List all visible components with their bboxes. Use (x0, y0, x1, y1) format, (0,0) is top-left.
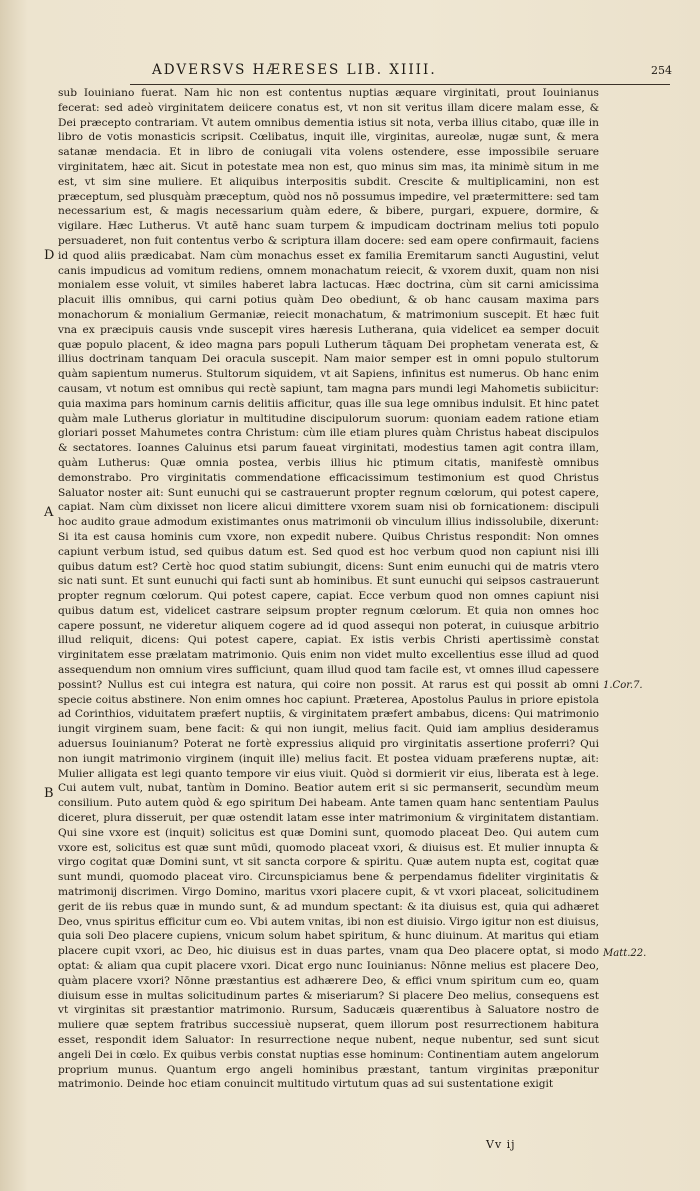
paragraph: sub Iouiniano fuerat. Nam hic non est contentus nuptias æquare virginitati, prout Iouinianus fecerat: sed adeò virginitatem deiicere conatus est, vt non sit veritus illam dicere malam esse, & Dei præcepto contrariam. Vt autem omnibus dementia istius sit nota, verba illius citabo, quæ ille in libro de votis monasticis scripsit. Cœlibatus, inquit ille, virginitas, aureolæ, nugæ sunt, & mera satanæ mendacia. Et in libro de coniugali vita volens ostendere, esse impossibile seruare virginitatem, hæc ait. Sicut in potestate mea non est, quo minus sim mas, ita minimè situm in me est, vt sim sine muliere. Et aliquibus interpositis subdit. Crescite & multiplicamini, non est præceptum, sed plusquàm præceptum, quòd nos nō possumus impedire, vel prætermittere: sed tam necessarium est, & magis necessarium quàm edere, & bibere, purgari, expuere, dormire, & vigilare. Hæc Lutherus. Vt autē hanc suam turpem & impudicam doctrinam melius toti populo persuaderet, non fuit contentus verbo & scriptura illam docere: sed eam opere confirmauit, faciens id quod aliis prædicabat. Nam cùm monachus esset ex familia Eremitarum sancti Augustini, velut canis impudicus ad vomitum rediens, omnem monachatum reiecit, & vxorem duxit, quam non nisi monialem esse voluit, vt similes haberet labra lactucas. Hæc doctrina, cùm sit carni amicissima placuit illis omnibus, qui carni potius quàm Deo obediunt, & ob hanc causam maxima pars monachorum & monialium Germaniæ, reiecit monachatum, & matrimonium suscepit. Et hæc fuit vna ex præcipuis causis vnde suscepit vires hæresis Lutherana, quia videlicet ea semper docuit quæ populo placent, & ideo magna pars populi Lutherum tāquam Dei prophetam venerata est, & illius doctrinam tanquam Dei oracula suscepit. Nam maior semper est in omni populo stultorum quàm sapientum numerus. Stultorum siquidem, vt ait Sapiens, infinitus est numerus. Ob hanc enim causam, vt notum est omnibus qui rectè sapiunt, tam magna pars mundi legi Mahometis subiicitur: quia maxima pars hominum carnis delitiis afficitur, quas ille sua lege omnibus indulsit. Et hinc patet quàm male Lutherus gloriatur in multitudine discipulorum suorum: quoniam eadem ratione etiam gloriari posset Mahumetes contra Christum: cùm ille etiam plures quàm Christus habeat discipulos & sectatores. Ioannes Caluinus etsi parum faueat virginitati, modestius tamen agit contra illam, quàm Lutherus: Quæ omnia postea, verbis illius hic ptimum citatis, manifestè omnibus demonstrabo. Pro virginitatis commendatione efficacissimum testimonium est quod Christus Saluator noster ait: Sunt eunuchi qui se castrauerunt propter regnum cœlorum, qui potest capere, capiat. Nam cùm dixisset non licere alicui dimittere vxorem suam nisi ob fornicationem: discipuli hoc audito graue admodum existimantes onus matrimonii ob vinculum illius indissolubile, dixerunt: Si ita est causa hominis cum vxore, non expedit nubere. Quibus Christus respondit: Non omnes capiunt verbum istud, sed quibus datum est. Sed quod est hoc verbum quod non capiunt nisi illi quibus datum est? Certè hoc quod statim subiungit, dicens: Sunt enim eunuchi qui de matris vtero sic nati sunt. Et sunt eunuchi qui facti sunt ab hominibus. Et sunt eunuchi qui seipsos castrauerunt propter regnum cœlorum. Qui potest capere, capiat. Ecce verbum quod non omnes capiunt nisi quibus datum est, videlicet castrare seipsum propter regnum cœlorum. Et quia non omnes hoc capere possunt, ne videretur aliquem cogere ad id quod assequi non poterat, in cuiusque arbitrio illud reliquit, dicens: Qui potest capere, capiat. Ex istis verbis Christi apertissimè constat virginitatem esse prælatam matrimonio. Quis enim non videt multo excellentius esse illud ad quod assequendum non omnium vires sufficiunt, quam illud quod tam facile est, vt omnes illud capessere possint? Nullus est cui integra est natura, qui coire non possit. At rarus est qui possit ab omni specie coitus abstinere. Non enim omnes hoc capiunt. Præterea, Apostolus Paulus in priore epistola ad Corinthios, viduitatem præfert nuptiis, & virginitatem præfert ambabus, dicens: Qui matrimonio iungit virginem suam, bene facit: & qui non iungit, melius facit. Quid iam amplius desideramus aduersus Iouinianum? Poterat ne fortè expressius aliquid pro virginitatis assertione proferri? Qui non iungit matrimonio virginem (inquit ille) melius facit. Et postea viduam præferens nuptæ, ait: Mulier alligata est legi quanto tempore vir eius viuit. Quòd si dormierit vir eius, liberata est à lege. Cui autem vult, nubat, tantùm in Domino. Beatior autem erit si sic permanserit, secundùm meum consilium. Puto autem quòd & ego spiritum Dei habeam. Ante tamen quam hanc sententiam Paulus diceret, plura disseruit, per quæ ostendit latam esse inter matrimonium & virginitatem distantiam. Qui sine vxore est (inquit) solicitus est quæ Domini sunt, quomodo placeat Deo. Qui autem cum vxore est, solicitus est quæ sunt mūdi, quomodo placeat vxori, & diuisus est. Et mulier innupta & virgo cogitat quæ Domini sunt, vt sit sancta corpore & spiritu. Quæ autem nupta est, cogitat quæ sunt mundi, quomodo placeat viro. Circunspiciamus bene & perpendamus fideliter virginitatis & matrimonij discrimen. Virgo Domino, maritus vxori placere cupit, & vt vxori placeat, solicitudinem gerit de iis rebus quæ in mundo sunt, & ad mundum spectant: & ita diuisus est, quia qui adhæret Deo, vnus spiritus efficitur cum eo. Vbi autem vnitas, ibi non est diuisio. Virgo igitur non est diuisus, quia soli Deo placere cupiens, vnicum solum habet spiritum, & hunc diuinum. At maritus qui etiam placere cupit vxori, ac Deo, hic diuisus est in duas partes, vnam qua Deo placere optat, si modo optat: & aliam qua cupit placere vxori. Dicat ergo nunc Iouinianus: Nōnne melius est placere Deo, quàm placere vxori? Nōnne præstantius est adhærere Deo, & effici vnum spiritum cum eo, quam diuisum esse in multas solicitudinum partes & miseriarum? Si placere Deo melius, consequens est vt virginitas sit præstantior matrimonio. Rursum, Saducæis quærentibus à Saluatore nostro de muliere quæ septem fratribus successiuè nupserat, quem illorum post resurrectionem habitura esset, respondit idem Saluator: In resurrectione neque nubent, neque nubentur, sed sunt sicut angeli Dei in cœlo. Ex quibus verbis constat nuptias esse hominum: Continentiam autem angelorum proprium munus. Quantum ergo angeli hominibus præstant, tantum virginitas præponitur matrimonio. Deinde hoc etiam conuincit multitudo virtutum quas ad sui sustentatione exigit (58, 87, 599, 1091)
header-title: ADVERSVS HÆRESES LIB. XIIII. (152, 62, 437, 78)
running-header (130, 60, 670, 85)
page-number: 254 (651, 64, 672, 77)
margin-letter-d: D (44, 248, 55, 263)
body-text (58, 86, 599, 1092)
signature-mark: Vv ij (486, 1138, 516, 1151)
margin-letter-b: B (44, 786, 54, 801)
margin-letter-a: A (44, 505, 54, 520)
margin-reference-cor: 1.Cor.7. (603, 680, 643, 691)
margin-reference-matt: Matt.22. (603, 948, 647, 959)
